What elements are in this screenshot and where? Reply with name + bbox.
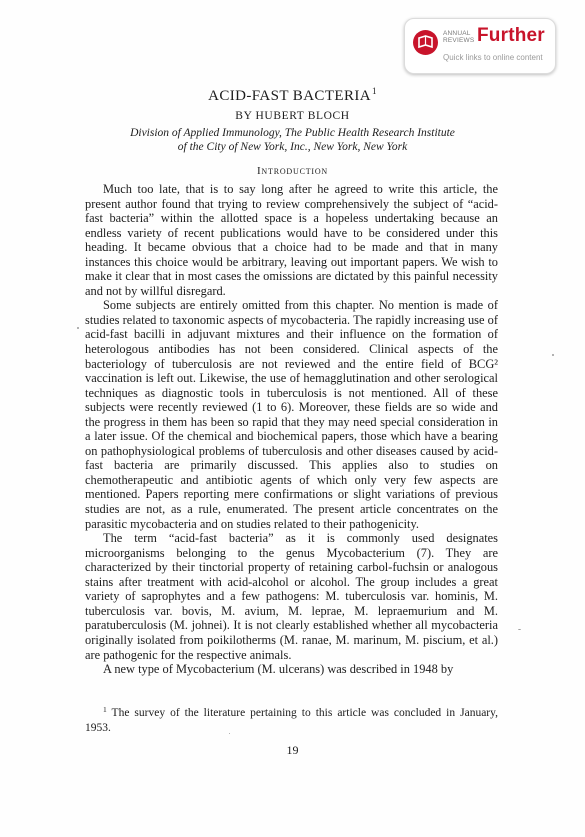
badge-subtitle: Quick links to online content bbox=[443, 53, 543, 62]
scan-speck bbox=[229, 733, 230, 734]
badge-further-label: Further bbox=[477, 25, 545, 46]
affiliation-line-1: Division of Applied Immunology, The Public Health Research Institute bbox=[130, 127, 455, 139]
affiliation-line-2: of the City of New York, Inc., New York, New York bbox=[177, 141, 408, 153]
article-body bbox=[85, 182, 498, 677]
article-title-text: ACID-FAST BACTERIA bbox=[208, 88, 371, 104]
article-title bbox=[0, 86, 585, 105]
badge-line1: ANNUAL bbox=[443, 30, 471, 37]
footnote-mark: 1 bbox=[103, 705, 107, 714]
badge-brand-small bbox=[443, 30, 474, 44]
title-footnote-mark: 1 bbox=[372, 86, 377, 96]
badge-line2: REVIEWS bbox=[443, 37, 475, 44]
scan-speck bbox=[77, 327, 79, 329]
paragraph-4: A new type of Mycobacterium (M. ulcerans) was described in 1948 by bbox=[103, 662, 454, 677]
scan-speck bbox=[552, 354, 554, 356]
annual-reviews-further-badge[interactable] bbox=[404, 18, 556, 74]
footnote-text: The survey of the literature pertaining to this article was concluded in January, 1953. bbox=[85, 707, 499, 734]
scan-speck bbox=[518, 629, 521, 630]
section-heading: Introduction bbox=[256, 165, 329, 177]
author-affiliation bbox=[0, 126, 585, 154]
paragraph-2: Some subjects are entirely omitted from this chapter. No mention is made of studies related to taxonomic aspects of mycobacteria. The rapidly increasing use of acid-fast bacilli in adjuvant mixtures and their influence on the formation of heterologous antibodies has not been considered. Clinical aspects of the bacteriology of tuberculosis are not reviewed and the entire field of BCG² vaccination is left out. Likewise, the use of hemagglutination and other serological techniques as diagnostic tools in tuberculosis is not mentioned. All of these subjects were recently reviewed (1 to 6). Moreover, these fields are so wide and the progress in them has been so rapid that they may need special consideration in a later issue. Of the chemical and biochemical papers, those which have a bearing on pathophysiological problems of tuberculosis and other diseases caused by acid-fast bacteria are primarily discussed. This applies also to studies on chemotherapeutic and antibiotic agents of which only very few aspects are mentioned. Papers reporting mere confirmations or slight variations of previous studies are not, as a rule, enumerated. The present article concentrates on the parasitic mycobacteria and on studies related to their pathogenicity. bbox=[85, 298, 498, 531]
page-number: 19 bbox=[286, 743, 299, 757]
author-byline: BY HUBERT BLOCH bbox=[235, 110, 350, 122]
paragraph-3: The term “acid-fast bacteria” as it is commonly used designates microorganisms belonging to the genus Mycobacterium (7). They are characterized by their tinctorial property of retaining carbol-fuchsin or analogous stains after treatment with acid-alcohol or alcohol. The group includes a great variety of saprophytes and a few pathogens: M. tuberculosis var. hominis, M. tuberculosis var. bovis, M. avium, M. leprae, M. lepraemurium and M. paratuberculosis (M. johnei). It is not clearly established whether all mycobacteria originally isolated from poikilotherms (M. ranae, M. marinum, M. piscium, et al.) are pathogenic for the respective animals. bbox=[85, 531, 498, 662]
annual-reviews-logo-icon bbox=[413, 30, 438, 55]
paragraph-1: Much too late, that is to say long after he agreed to write this article, the present author found that trying to review comprehensively the subject of “acid-fast bacteria” within the allotted space is a hopeless undertaking because an endless variety of recent publications would have to be considered under this heading. It became obvious that a choice had to be made and that in many instances this choice would be arbitrary, leaving out important papers. We wish to make it clear that in most cases the omissions are dictated by this painful necessity and not by willful disregard. bbox=[85, 182, 498, 298]
footnote bbox=[85, 703, 498, 735]
